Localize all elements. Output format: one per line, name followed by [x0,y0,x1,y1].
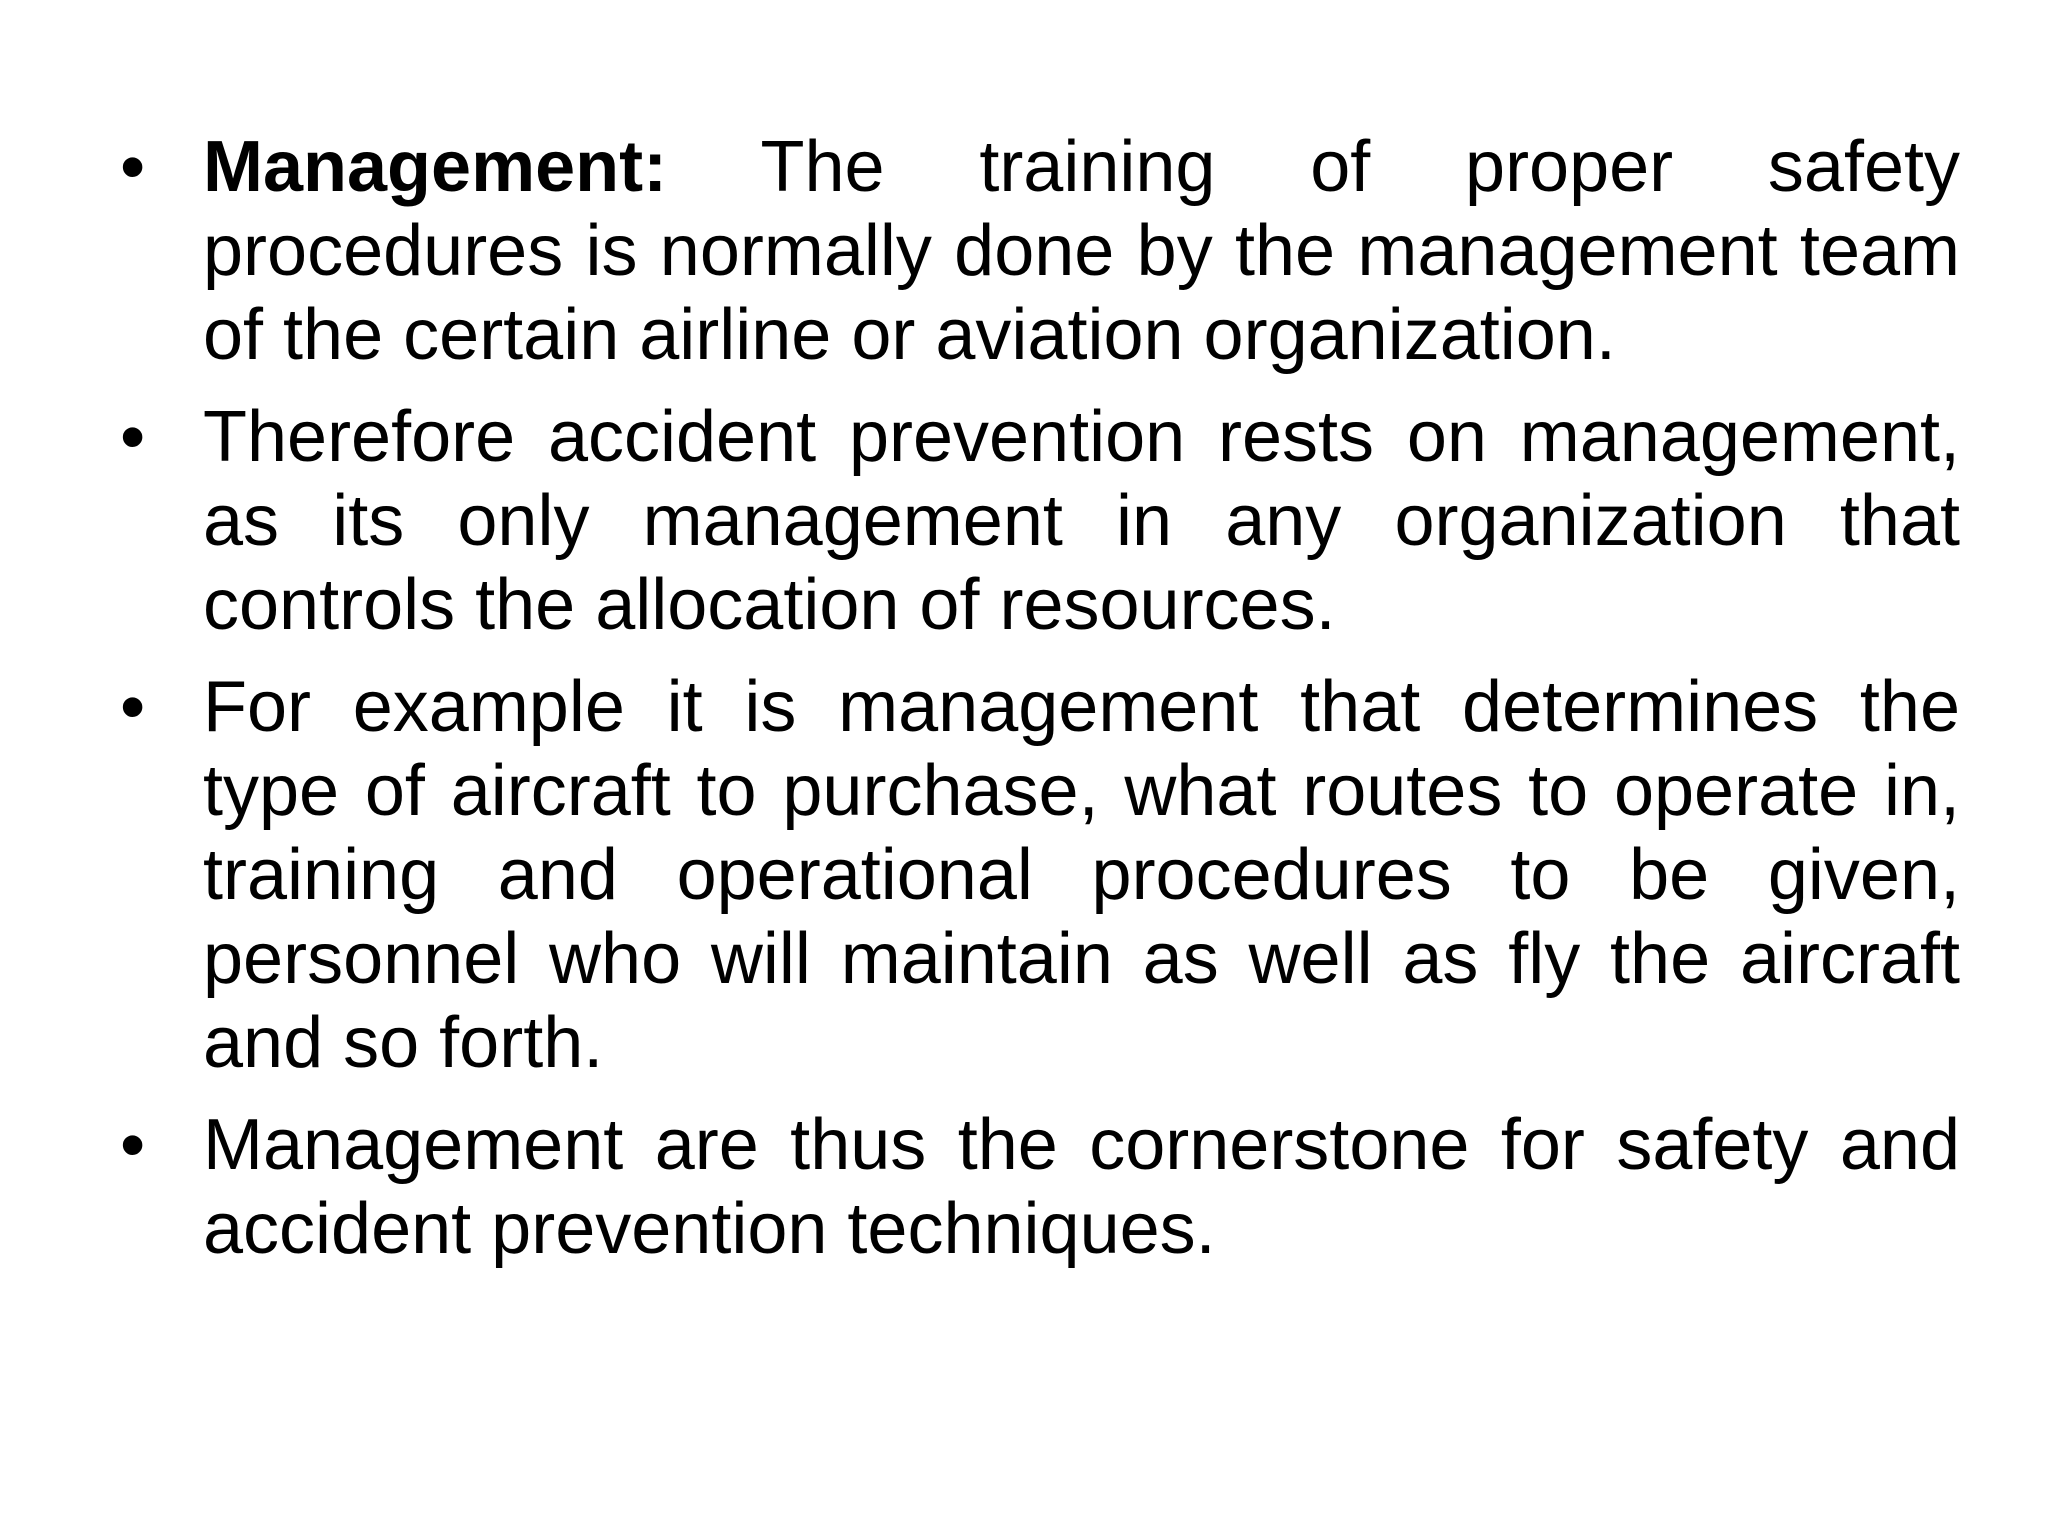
bullet-item-management [120,125,1960,377]
bullet-item-example [120,665,1960,1085]
bullet-term: Management: [203,127,668,207]
bullet-icon: • [120,397,146,477]
bullet-text: Management are thus the cornerstone for safety and accident prevention techniques. [203,1105,1960,1269]
bullet-text: For example it is management that determines the type of aircraft to purchase, what routes to operate in, training and operational procedures to be given, personnel who will maintain as well as fly the aircraft and so forth. [203,667,1960,1083]
bullet-list [120,125,1960,1289]
bullet-item-cornerstone [120,1103,1960,1271]
bullet-icon: • [120,667,146,747]
bullet-icon: • [120,1105,146,1185]
bullet-item-accident-prevention [120,395,1960,647]
bullet-text: Therefore accident prevention rests on management, as its only management in any organization that controls the allocation of resources. [203,397,1960,645]
bullet-text: The training of proper safety procedures is normally done by the management team of the certain airline or aviation organization. [203,127,1960,375]
bullet-icon: • [120,127,146,207]
